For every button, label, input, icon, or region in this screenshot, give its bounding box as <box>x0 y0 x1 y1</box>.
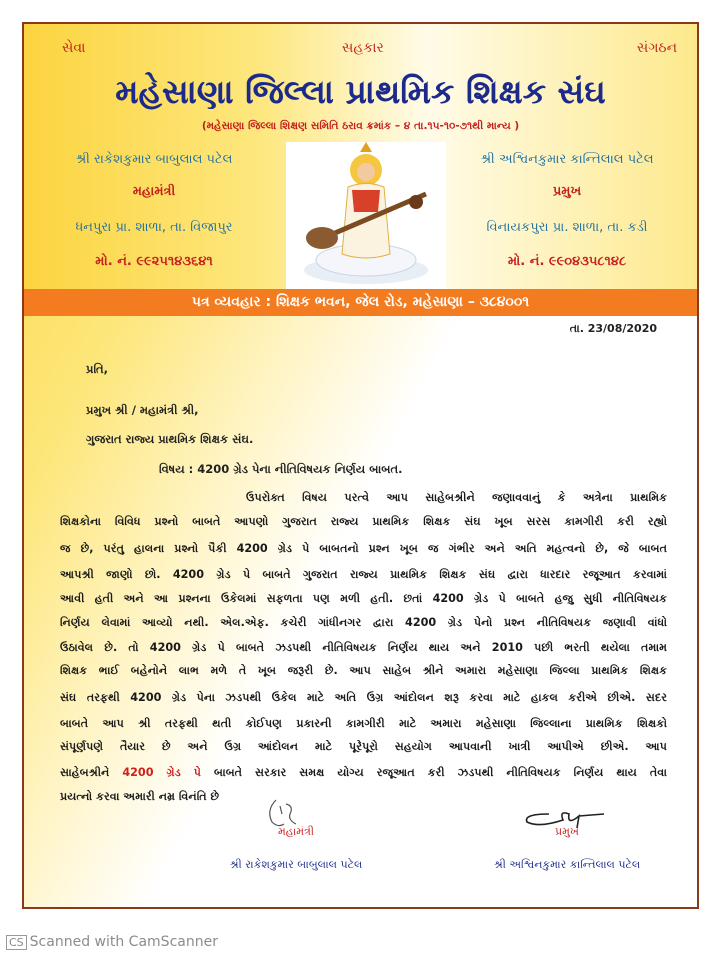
signatory-left-role: મહામંત્રી <box>278 825 314 838</box>
camscanner-watermark <box>6 934 218 950</box>
organization-title: મહેસાણા જિલ્લા પ્રાથમિક શિક્ષક સંઘ <box>115 72 606 111</box>
motto-sahkar: સહકાર <box>342 40 384 56</box>
body-line: શિક્ષક ભાઈ બહેનોને લાભ મળે તે ખૂબ જરૂરી છે. આપ સાહેબ શ્રીને અમારા મહેસાણા જિલ્લા પ્રાથમિક શિક્ષક <box>60 664 667 677</box>
body-line: શિક્ષકોના વિવિધ પ્રશ્નો બાબતે આપણો ગુજરાત રાજ્ય પ્રાથમિક શિક્ષક સંઘ ખૂબ સરસ કામગીરી કરી રહ્યો <box>60 515 667 528</box>
body-line: ઉપરોક્ત વિષય પરત્વે આપ સાહેબશ્રીને જણાવવાનું કે અત્રેના પ્રાથમિક <box>246 491 667 504</box>
organization-subtitle: (મહેસાણા જિલ્લા શિક્ષણ સમિતિ ઠરાવ ક્રમાંક – ૪ તા.૧૫-૧૦-૭૧થી માન્ય ) <box>201 120 520 132</box>
grade-pay-highlight: 4200 ગ્રેડ પે <box>122 766 201 779</box>
recipient-prefix: પ્રતિ, <box>86 362 109 376</box>
recipient-organization: ગુજરાત રાજ્ય પ્રાથમિક શિક્ષક સંઘ. <box>86 432 254 446</box>
body-line: આવી હતી અને આ પ્રશ્નના ઉકેલમાં સફળતા પણ મળી હતી. છતાં 4200 ગ્રેડ પે બાબતે હજુ સુધી નીતિવિષયક <box>60 592 667 605</box>
body-text: સાહેબશ્રીને <box>60 766 123 779</box>
signatory-left-name: શ્રી રાકેશકુમાર બાબુલાલ પટેલ <box>229 858 363 871</box>
letter-subject: વિષય : 4200 ગ્રેડ પેના નીતિવિષયક નિર્ણય બાબત. <box>159 462 403 476</box>
body-line: સંઘ તરફથી 4200 ગ્રેડ પેના ઝડપથી ઉકેલ માટે અતિ ઉગ્ર આંદોલન શરૂ કરવા માટે હાકલ કરીએ છીએ. સદર <box>60 691 667 704</box>
recipient-title: પ્રમુખ શ્રી / મહામંત્રી શ્રી, <box>86 403 199 417</box>
body-line: બાબતે આપ શ્રી તરફથી થતી કોઈપણ પ્રકારની કામગીરી માટે અમારા મહેસાણા જિલ્લાના પ્રાથમિક શિક્ષકો <box>60 717 667 730</box>
body-line: સંપૂર્ણપણે તૈયાર છે અને ઉગ્ર આંદોલન માટે પૂરેપૂરો સહયોગ આપવાની ખાત્રી આપીએ છીએ. આપ <box>60 740 667 753</box>
camscanner-text: Scanned with CamScanner <box>29 934 218 950</box>
letter-date: તા. 23/08/2020 <box>569 322 657 335</box>
body-line-highlighted <box>60 766 667 780</box>
president-name: શ્રી અશ્વિનકુમાર કાન્તિલાલ પટેલ <box>480 152 654 167</box>
president-phone: મો. નં. ૯૯૦૪૩૫૮૧૪૮ <box>507 254 627 269</box>
secretary-school: ધનપુરા પ્રા. શાળા, તા. વિજાપુર <box>75 220 233 235</box>
motto-seva: સેવા <box>62 40 86 56</box>
body-line: આપશ્રી જાણો છો. 4200 ગ્રેડ પે બાબતે ગુજરાત રાજ્ય પ્રાથમિક શિક્ષક સંઘ દ્વારા ધારદાર રજૂઆત કરવામાં <box>60 568 667 581</box>
signatory-right-role: પ્રમુખ <box>555 825 579 838</box>
letterhead-document <box>22 22 699 909</box>
body-line: ઉઠાવેલ છે. તો 4200 ગ્રેડ પે બાબતે ઝડપથી નીતિવિષયક નિર્ણય થાય અને 2010 પછી ભરતી થયેલા તમામ <box>60 641 667 654</box>
president-role: પ્રમુખ <box>552 184 582 199</box>
saraswati-image <box>286 142 446 289</box>
secretary-name: શ્રી રાકેશકુમાર બાબુલાલ પટેલ <box>75 152 233 167</box>
motto-sangathan: સંગઠન <box>636 40 677 56</box>
body-text: બાબતે સરકાર સમક્ષ યોગ્ય રજૂઆત કરી ઝડપથી નીતિવિષયક નિર્ણય થાય તેવા <box>201 766 667 779</box>
president-school: વિનાયકપુરા પ્રા. શાળા, તા. કડી <box>486 220 648 235</box>
secretary-phone: મો. નં. ૯૯૨૫૧૪૩૬૪૧ <box>95 254 213 269</box>
correspondence-address-band: પત્ર વ્યવહાર : શિક્ષક ભવન, જેલ રોડ, મહેસાણા – ૩૮૪૦૦૧ <box>24 289 697 316</box>
secretary-role: મહામંત્રી <box>132 184 176 199</box>
camscanner-logo: CS <box>6 935 27 950</box>
body-line: નિર્ણય લેવામાં આવ્યો નથી. એલ.એફ. કચેરી ગાંધીનગર દ્વારા 4200 ગ્રેડ પેનો પ્રશ્ન નીતિવિષયક જણાવી વાંધો <box>60 616 667 629</box>
body-line: જ છે, પરંતુ હાલના પ્રશ્નો પૈકી 4200 ગ્રેડ પે બાબતનો પ્રશ્ન ખૂબ જ ગંભીર અને અતિ મહત્વનો છે, જે બાબત <box>60 542 667 555</box>
body-line: પ્રયત્નો કરવા અમારી નમ્ર વિનંતિ છે <box>60 790 220 803</box>
signatory-right-name: શ્રી અશ્વિનકુમાર કાન્તિલાલ પટેલ <box>493 858 641 871</box>
